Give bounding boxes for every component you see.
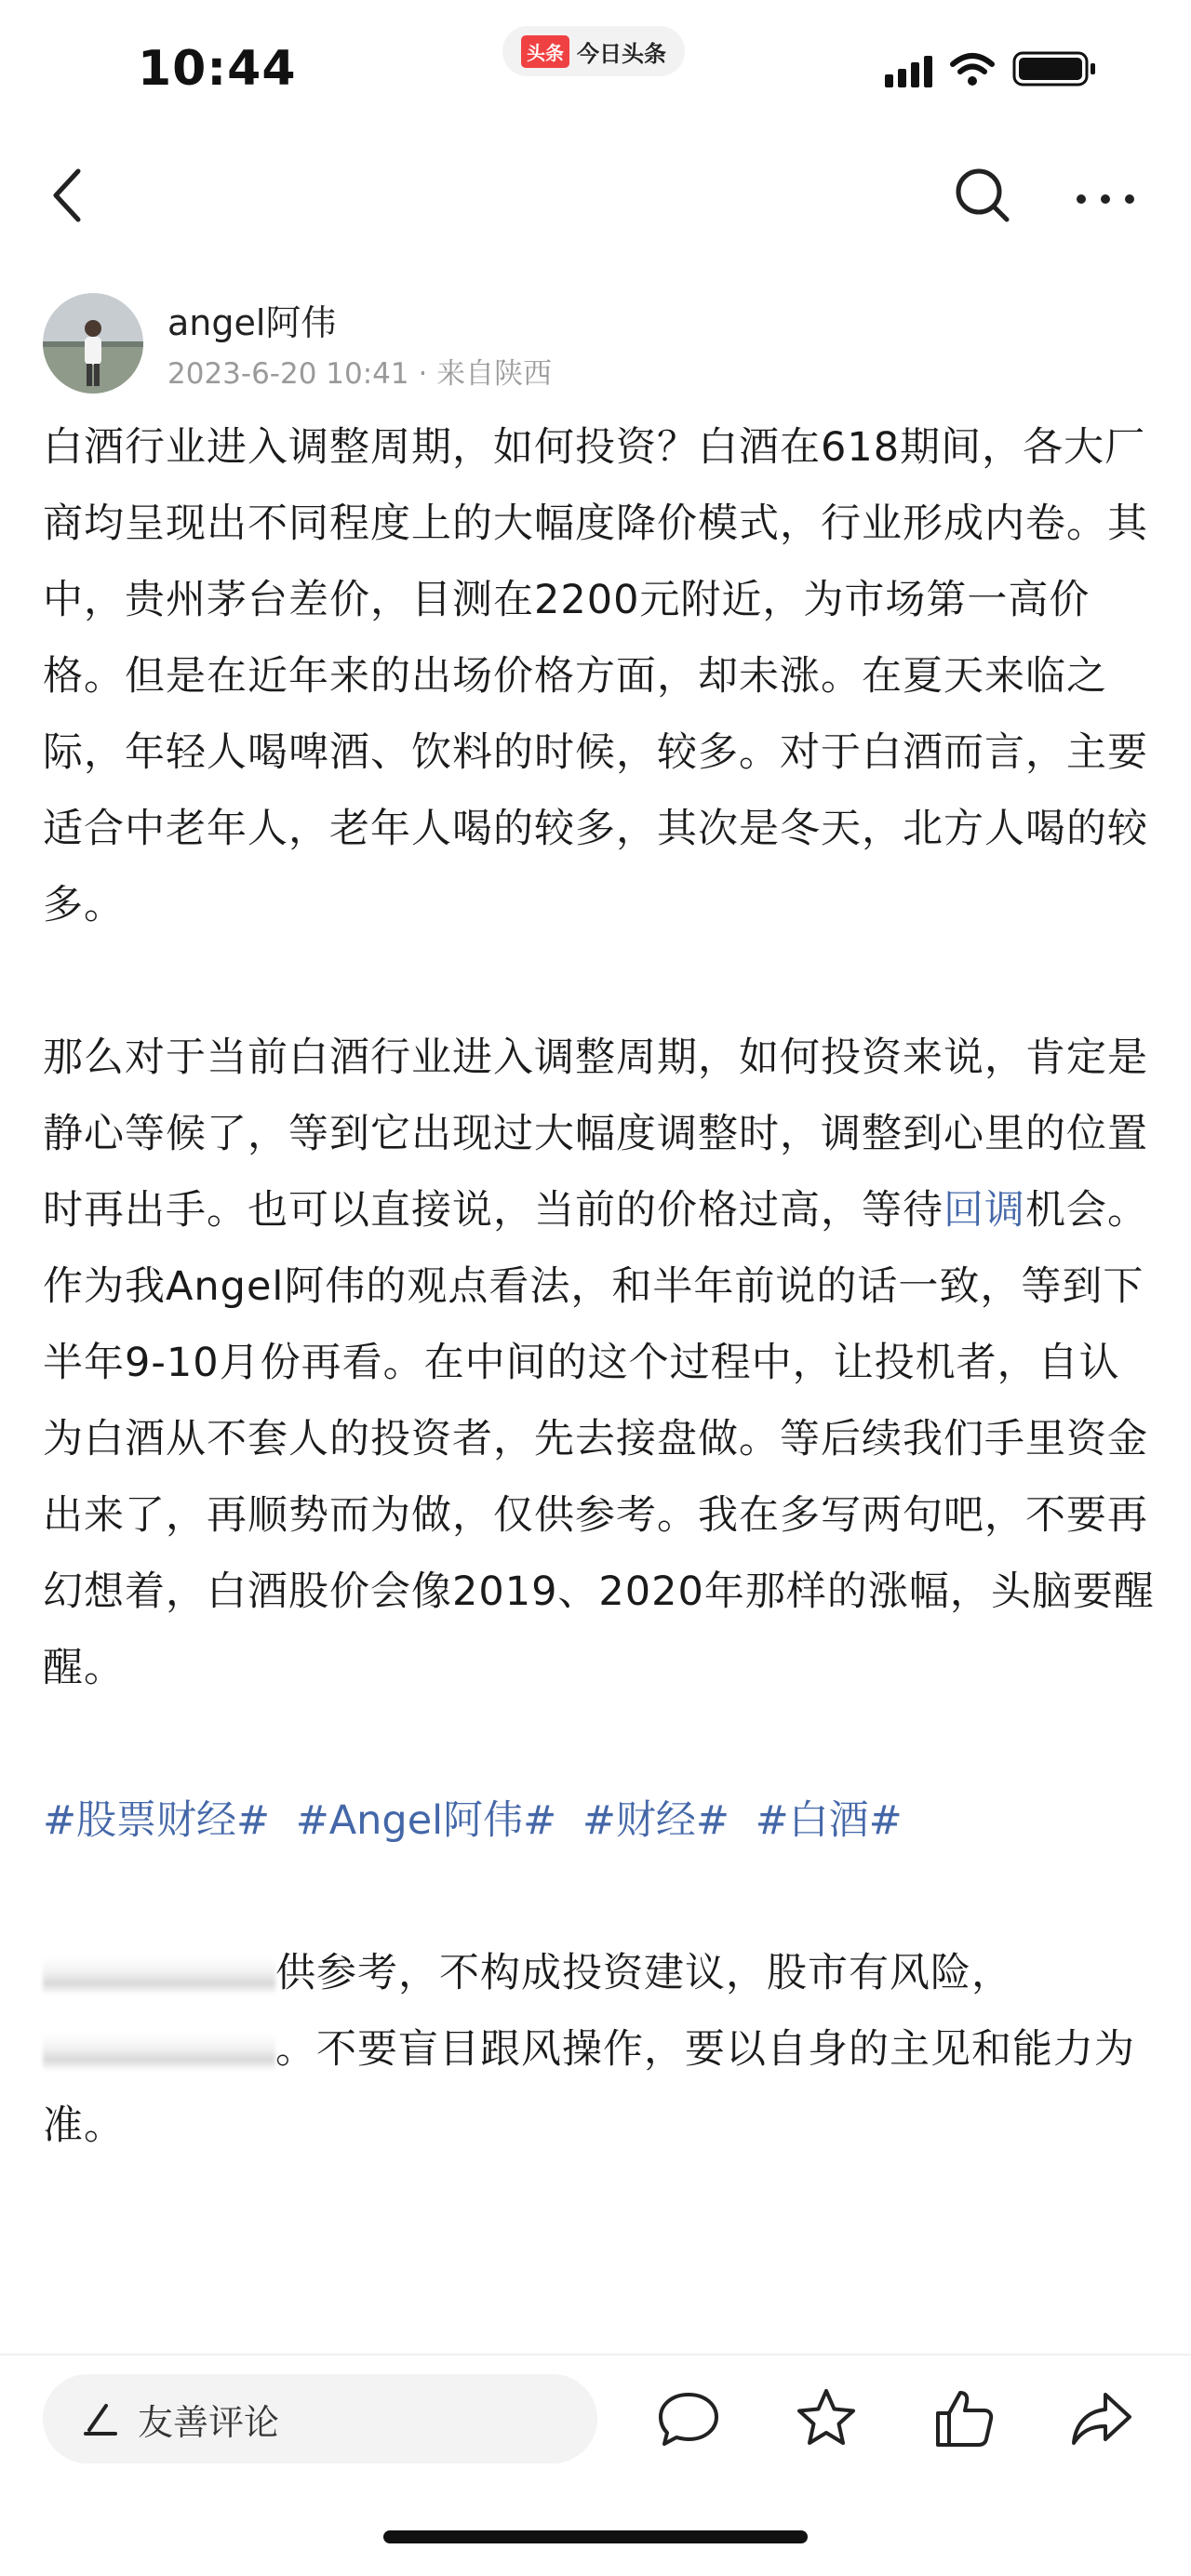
status-icons bbox=[885, 50, 1098, 87]
post-meta: 2023-6-20 10:41 · 来自陕西 bbox=[167, 357, 553, 391]
paragraph-2-text-after: 机会。作为我Angel阿伟的观点看法，和半年前说的话一致，等到下半年9-10月份再看。在中间的这个过程中，让投机者，自认为白酒从不套人的投资者，先去接盘做。等后续我们手里资金出来了，再顺势而为做，仅供参考。我在多写两句吧，不要再幻想着，白酒股价会像2019、2020年那样的涨幅，头脑要醒醒。 bbox=[43, 1187, 1155, 1691]
battery-icon bbox=[1012, 50, 1098, 87]
paragraph-2 bbox=[43, 1020, 1156, 1706]
cellular-signal-icon bbox=[885, 54, 932, 87]
home-indicator[interactable] bbox=[383, 2530, 808, 2543]
like-icon[interactable] bbox=[930, 2385, 997, 2452]
bottom-action-bar bbox=[0, 2354, 1191, 2486]
author-name[interactable]: angel阿伟 bbox=[167, 302, 337, 343]
avatar[interactable] bbox=[43, 293, 143, 394]
comment-placeholder: 友善评论 bbox=[138, 2401, 280, 2443]
hashtag-finance[interactable]: #财经# bbox=[582, 1797, 729, 1844]
link-huitiao[interactable]: 回调 bbox=[943, 1187, 1025, 1234]
app-badge bbox=[502, 26, 685, 76]
blurred-text bbox=[43, 2034, 275, 2071]
nav-bar bbox=[0, 149, 1191, 242]
status-time: 10:44 bbox=[138, 41, 297, 97]
toutiao-logo: 头条 bbox=[521, 35, 569, 68]
blurred-text bbox=[43, 1957, 275, 1995]
paragraph-1: 白酒行业进入调整周期，如何投资？白酒在618期间，各大厂商均呈现出不同程度上的大幅度降价模式，行业形成内卷。其中，贵州茅台差价，目测在2200元附近，为市场第一高价格。但是在近年来的出场价格方面，却未涨。在夏天来临之际，年轻人喝啤酒、饮料的时候，较多。对于白酒而言，主要适合中老年人，老年人喝的较多，其次是冬天，北方人喝的较多。 bbox=[43, 424, 1148, 928]
search-icon[interactable] bbox=[949, 162, 1016, 229]
hashtag-list bbox=[43, 1782, 1156, 1859]
share-icon[interactable] bbox=[1068, 2385, 1135, 2452]
pen-icon bbox=[80, 2398, 121, 2439]
wifi-icon bbox=[949, 52, 996, 87]
paragraph-2-text-before: 那么对于当前白酒行业进入调整周期，如何投资来说，肯定是静心等候了，等到它出现过大幅度调整时，调整到心里的位置时再出手。也可以直接说，当前的价格过高，等待 bbox=[43, 1034, 1148, 1234]
more-icon[interactable] bbox=[1068, 162, 1143, 229]
app-name: 今日头条 bbox=[577, 40, 666, 67]
hashtag-stock-finance[interactable]: #股票财经# bbox=[43, 1797, 271, 1844]
disclaimer-line-1: 供参考，不构成投资建议，股市有风险， bbox=[275, 1950, 1012, 1996]
comment-icon[interactable] bbox=[655, 2385, 722, 2452]
back-icon[interactable] bbox=[37, 162, 104, 229]
hashtag-baijiu[interactable]: #白酒# bbox=[755, 1797, 903, 1844]
disclaimer-line-2: 。不要盲目跟风操作，要以自身的主见和能力为准。 bbox=[43, 2026, 1135, 2149]
article-body bbox=[43, 409, 1156, 2164]
favorite-star-icon[interactable] bbox=[793, 2385, 860, 2452]
comment-input[interactable] bbox=[43, 2374, 597, 2463]
hashtag-angel-awei[interactable]: #Angel阿伟# bbox=[295, 1797, 557, 1844]
disclaimer bbox=[43, 1935, 1156, 2164]
